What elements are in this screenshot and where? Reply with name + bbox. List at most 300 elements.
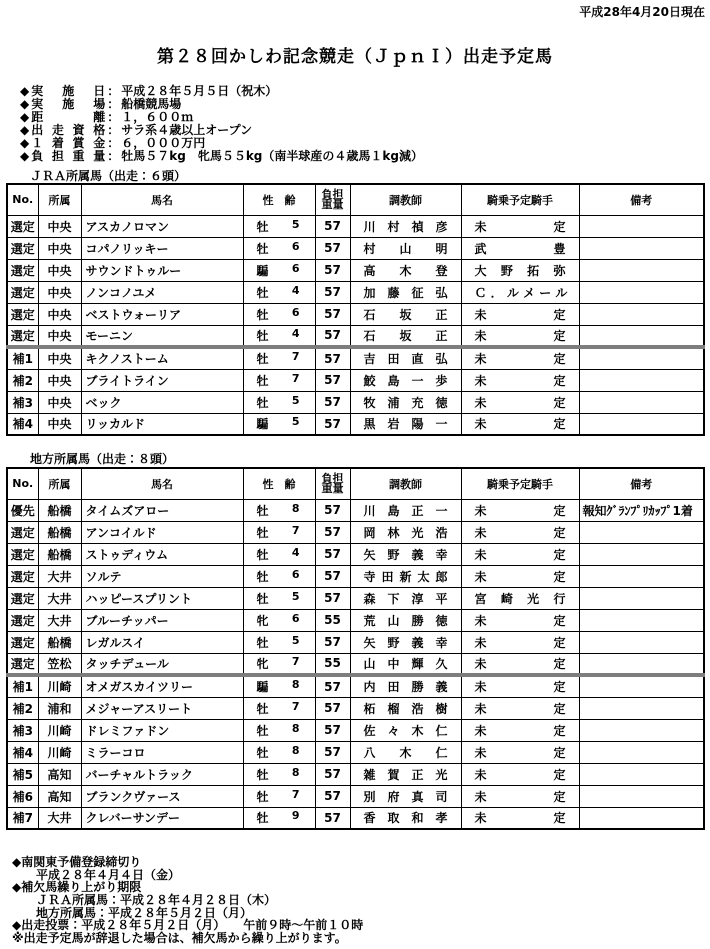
weight-cell: 57 (315, 587, 350, 609)
weight-cell: 57 (315, 499, 350, 521)
jockey-cell (461, 587, 579, 609)
weight-cell: 57 (315, 543, 350, 565)
sex-age-cell (243, 653, 315, 675)
sex-age-wrap (244, 612, 315, 629)
race-info-colon: ： (107, 84, 120, 98)
sex-age-wrap (244, 306, 315, 323)
no-cell: 補3 (7, 719, 38, 741)
weight-cell: 57 (315, 719, 350, 741)
trainer-name: 鮫 島 一 歩 (363, 373, 448, 388)
header-affiliation: 所属 (38, 184, 81, 215)
affiliation-cell: 船橋 (38, 631, 81, 653)
remarks-cell (579, 237, 704, 259)
no-cell: 補4 (7, 741, 38, 763)
sex-age-cell (243, 499, 315, 521)
trainer-cell (350, 675, 461, 697)
weight-cell: 57 (315, 215, 350, 237)
sex-age-wrap (244, 218, 315, 235)
trainer-cell (350, 347, 461, 369)
remarks-cell (579, 543, 704, 565)
sex-value: 牡 (256, 525, 269, 540)
no-cell: 補1 (7, 347, 38, 369)
no-cell: 選定 (7, 325, 38, 347)
affiliation-cell: 大井 (38, 587, 81, 609)
sex-age-cell (243, 237, 315, 259)
jockey-name: 大 野 拓 弥 (474, 263, 566, 278)
horse-name-cell: オメガスカイツリー (81, 675, 243, 697)
no-cell: 選定 (7, 609, 38, 631)
jockey-cell (461, 369, 579, 391)
sex-age-cell (243, 369, 315, 391)
jockey-cell (461, 303, 579, 325)
weight-cell: 57 (315, 391, 350, 413)
trainer-cell (350, 303, 461, 325)
trainer-name: 黒 岩 陽 一 (363, 417, 448, 432)
jockey-cell (461, 631, 579, 653)
jockey-cell (461, 807, 579, 829)
age-value: 6 (291, 305, 300, 319)
sex-value: 牡 (256, 591, 269, 606)
race-info-value: 牡馬５７kg 牝馬５５kg（南半球産の４歳馬１kg減） (121, 149, 423, 163)
remarks-cell (579, 391, 704, 413)
trainer-name: 森 下 淳 平 (363, 591, 448, 606)
local-table-caption: 地方所属馬（出走：８頭） (30, 452, 175, 466)
horse-name-cell: レガルスイ (81, 631, 243, 653)
affiliation-cell: 大井 (38, 565, 81, 587)
footer-note-line: ＪＲＡ所属馬：平成２８年４月２８日（木） (12, 893, 277, 908)
sex-value: 牡 (256, 701, 269, 716)
jockey-name: 未 定 (474, 569, 566, 584)
age-value: 7 (291, 371, 300, 385)
sex-age-cell (243, 521, 315, 543)
sex-age-cell (243, 587, 315, 609)
trainer-cell (350, 499, 461, 521)
sex-age-cell (243, 675, 315, 697)
affiliation-cell: 中央 (38, 369, 81, 391)
age-value: 7 (291, 350, 300, 364)
horse-name-cell: ノンコノユメ (81, 281, 243, 303)
entry-row (7, 763, 704, 785)
sex-age-wrap (244, 655, 315, 672)
race-info-line (20, 150, 423, 163)
race-info-value: サラ系４歳以上オープン (121, 123, 253, 137)
no-cell: 補2 (7, 369, 38, 391)
horse-name-cell: タイムズアロー (81, 499, 243, 521)
weight-cell: 57 (315, 631, 350, 653)
table-header-row (7, 468, 704, 499)
entry-row (7, 631, 704, 653)
remarks-cell (579, 325, 704, 347)
remarks-cell (579, 587, 704, 609)
weight-cell: 57 (315, 807, 350, 829)
sex-age-wrap (244, 590, 315, 607)
weight-cell: 55 (315, 653, 350, 675)
affiliation-cell: 浦和 (38, 697, 81, 719)
trainer-name: 寺 田 新 太 郎 (363, 569, 448, 584)
header-jockey: 騎乗予定騎手 (461, 184, 579, 215)
table-body (7, 215, 704, 435)
remarks-cell (579, 763, 704, 785)
affiliation-cell: 大井 (38, 609, 81, 631)
jockey-name: Ｃ ． ル メ ー ル (474, 285, 568, 300)
sex-value: 騙 (256, 263, 269, 278)
age-value: 8 (291, 501, 300, 515)
header-weight-line1: 負担 (321, 471, 344, 485)
jockey-name: 未 定 (474, 547, 566, 562)
jockey-cell (461, 215, 579, 237)
entry-row (7, 281, 704, 303)
sex-value: 牡 (256, 745, 269, 760)
header-remarks: 備考 (579, 184, 704, 215)
header-weight-line2: 重量 (321, 481, 344, 495)
trainer-cell (350, 259, 461, 281)
affiliation-cell: 船橋 (38, 499, 81, 521)
horse-name-cell: ブランクヴァース (81, 785, 243, 807)
trainer-name: 内 田 勝 義 (363, 680, 448, 695)
footer-note-line: 平成２８年４月４日（金） (12, 867, 181, 882)
sex-age-wrap (244, 240, 315, 257)
remarks-cell (579, 259, 704, 281)
sex-value: 牡 (256, 219, 269, 234)
weight-cell: 57 (315, 763, 350, 785)
sex-value: 牡 (256, 789, 269, 804)
weight-cell: 57 (315, 675, 350, 697)
sex-age-wrap (244, 372, 315, 389)
race-info-colon: ： (107, 97, 120, 111)
horse-name-cell: ミラーコロ (81, 741, 243, 763)
sex-value: 牡 (256, 285, 269, 300)
jockey-name: 未 定 (474, 395, 566, 410)
horse-name-cell: ブルーチッパー (81, 609, 243, 631)
affiliation-cell: 中央 (38, 347, 81, 369)
entry-row (7, 543, 704, 565)
jockey-cell (461, 763, 579, 785)
remarks-cell: 報知ｸﾞﾗﾝﾌﾟﾘｶｯﾌﾟ1着 (579, 499, 704, 521)
sex-age-cell (243, 609, 315, 631)
trainer-name: 八 木 仁 (363, 745, 448, 760)
jockey-name: 未 定 (474, 373, 566, 388)
horse-name-cell: モーニン (81, 325, 243, 347)
trainer-name: 別 府 真 司 (363, 789, 448, 804)
trainer-cell (350, 609, 461, 631)
age-value: 6 (291, 611, 300, 625)
trainer-cell (350, 697, 461, 719)
affiliation-cell: 大井 (38, 807, 81, 829)
jockey-cell (461, 719, 579, 741)
entry-row (7, 719, 704, 741)
horse-name-cell: メジャーアスリート (81, 697, 243, 719)
horse-name-cell: コパノリッキー (81, 237, 243, 259)
age-value: 5 (291, 589, 300, 603)
sex-value: 牡 (256, 395, 269, 410)
trainer-cell (350, 369, 461, 391)
age-value: 5 (291, 633, 300, 647)
weight-cell: 57 (315, 259, 350, 281)
age-value: 5 (291, 393, 300, 407)
sex-age-cell (243, 785, 315, 807)
race-info-colon: ： (107, 123, 120, 137)
affiliation-cell: 中央 (38, 237, 81, 259)
sex-age-wrap (244, 722, 315, 739)
entry-row (7, 499, 704, 521)
horse-name-cell: ベストウォーリア (81, 303, 243, 325)
jockey-cell (461, 675, 579, 697)
no-cell: 優先 (7, 499, 38, 521)
weight-cell: 57 (315, 347, 350, 369)
remarks-cell (579, 413, 704, 435)
no-cell: 補2 (7, 697, 38, 719)
age-value: 7 (291, 699, 300, 713)
header-trainer: 調教師 (350, 184, 461, 215)
weight-cell: 57 (315, 741, 350, 763)
weight-cell: 57 (315, 369, 350, 391)
trainer-name: 石 坂 正 (363, 307, 448, 322)
jockey-cell (461, 499, 579, 521)
weight-cell: 57 (315, 785, 350, 807)
age-value: 6 (291, 261, 300, 275)
sex-age-cell (243, 215, 315, 237)
weight-cell: 57 (315, 565, 350, 587)
header-weight (315, 468, 350, 499)
jockey-name: 未 定 (474, 789, 566, 804)
age-value: 4 (291, 326, 300, 340)
jra-horses-table (6, 183, 705, 436)
horse-name-cell: タッチデュール (81, 653, 243, 675)
trainer-name: 村 山 明 (363, 241, 448, 256)
remarks-cell (579, 521, 704, 543)
jockey-name: 未 定 (474, 613, 566, 628)
jockey-name: 未 定 (474, 701, 566, 716)
sex-age-cell (243, 807, 315, 829)
page-title: 第２８回かしわ記念競走（ＪｐｎＩ）出走予定馬 (157, 47, 553, 67)
weight-cell: 57 (315, 281, 350, 303)
trainer-cell (350, 215, 461, 237)
sex-value: 牡 (256, 352, 269, 367)
race-info-label: 実施日 (31, 84, 106, 98)
age-value: 8 (291, 721, 300, 735)
entry-row (7, 237, 704, 259)
table-body (7, 499, 704, 829)
trainer-cell (350, 807, 461, 829)
trainer-name: 川 島 正 一 (363, 503, 448, 518)
bullet-diamond-icon: ◆ (20, 123, 30, 137)
header-weight-line1: 負担 (321, 187, 344, 201)
trainer-cell (350, 587, 461, 609)
sex-age-cell (243, 325, 315, 347)
jockey-cell (461, 653, 579, 675)
entry-row (7, 697, 704, 719)
affiliation-cell: 中央 (38, 413, 81, 435)
sex-value: 牡 (256, 569, 269, 584)
jockey-name: 未 定 (474, 656, 566, 671)
trainer-cell (350, 653, 461, 675)
jockey-name: 宮 崎 光 行 (474, 591, 566, 606)
affiliation-cell: 中央 (38, 303, 81, 325)
footer-note-line: ※出走予定馬が辞退した場合は、補欠馬から繰り上がります。 (12, 931, 347, 946)
race-info-label: １着賞金 (31, 136, 106, 150)
bullet-diamond-icon: ◆ (20, 84, 30, 98)
jockey-cell (461, 543, 579, 565)
jockey-cell (461, 741, 579, 763)
trainer-name: 岡 林 光 浩 (363, 525, 448, 540)
horse-name-cell: バーチャルトラック (81, 763, 243, 785)
affiliation-cell: 中央 (38, 259, 81, 281)
jockey-cell (461, 237, 579, 259)
trainer-cell (350, 281, 461, 303)
sex-age-cell (243, 259, 315, 281)
trainer-name: 牧 浦 充 徳 (363, 395, 448, 410)
no-cell: 選定 (7, 281, 38, 303)
local-horses-table (6, 467, 705, 830)
no-cell: 選定 (7, 587, 38, 609)
sex-value: 牡 (256, 241, 269, 256)
remarks-cell (579, 697, 704, 719)
no-cell: 選定 (7, 215, 38, 237)
no-cell: 選定 (7, 543, 38, 565)
remarks-cell (579, 565, 704, 587)
table-header (7, 468, 704, 499)
entry-row (7, 391, 704, 413)
no-cell: 補3 (7, 391, 38, 413)
sex-age-cell (243, 413, 315, 435)
remarks-cell (579, 347, 704, 369)
sex-age-wrap (244, 744, 315, 761)
horse-name-cell: ブライトライン (81, 369, 243, 391)
age-value: 5 (291, 415, 300, 429)
trainer-name: 矢 野 義 幸 (363, 547, 448, 562)
entry-row (7, 609, 704, 631)
entry-row (7, 521, 704, 543)
bullet-diamond-icon: ◆ (20, 97, 30, 111)
entry-row (7, 565, 704, 587)
jockey-name: 未 定 (474, 503, 566, 518)
sex-age-cell (243, 631, 315, 653)
sex-age-wrap (244, 788, 315, 805)
sex-age-cell (243, 543, 315, 565)
jockey-name: 未 定 (474, 767, 566, 782)
trainer-name: 高 木 登 (363, 263, 448, 278)
jockey-name: 未 定 (474, 219, 566, 234)
jockey-name: 未 定 (474, 525, 566, 540)
race-info-label: 負担重量 (31, 149, 106, 163)
trainer-cell (350, 763, 461, 785)
footer-note-line: 地方所属馬：平成２８年５月２日（月） (12, 905, 253, 920)
jockey-cell (461, 609, 579, 631)
sex-value: 騙 (256, 680, 269, 695)
sex-value: 牝 (256, 613, 269, 628)
no-cell: 補6 (7, 785, 38, 807)
affiliation-cell: 中央 (38, 281, 81, 303)
jockey-name: 武 豊 (474, 241, 566, 256)
no-cell: 選定 (7, 521, 38, 543)
header-horse-name: 馬名 (81, 468, 243, 499)
entry-row (7, 741, 704, 763)
entry-row (7, 259, 704, 281)
weight-cell: 57 (315, 413, 350, 435)
remarks-cell (579, 609, 704, 631)
jockey-cell (461, 281, 579, 303)
sex-value: 牡 (256, 373, 269, 388)
remarks-cell (579, 631, 704, 653)
age-value: 6 (291, 239, 300, 253)
sex-age-wrap (244, 568, 315, 585)
age-value: 8 (291, 678, 300, 692)
jockey-cell (461, 413, 579, 435)
sex-value: 牡 (256, 328, 269, 343)
jra-table-caption: ＪＲＡ所属馬（出走：６頭） (30, 169, 187, 183)
header-trainer: 調教師 (350, 468, 461, 499)
horse-name-cell: ハッピースプリント (81, 587, 243, 609)
header-sex-age: 性 齢 (243, 184, 315, 215)
race-info-label: 距離 (31, 110, 106, 124)
no-cell: 補4 (7, 413, 38, 435)
sex-age-cell (243, 565, 315, 587)
header-horse-name: 馬名 (81, 184, 243, 215)
entry-row (7, 785, 704, 807)
sex-value: 牡 (256, 767, 269, 782)
affiliation-cell: 川崎 (38, 741, 81, 763)
jockey-name: 未 定 (474, 635, 566, 650)
affiliation-cell: 川崎 (38, 675, 81, 697)
horse-name-cell: サウンドトゥルー (81, 259, 243, 281)
sex-age-wrap (244, 809, 315, 826)
jockey-cell (461, 347, 579, 369)
trainer-cell (350, 565, 461, 587)
trainer-name: 香 取 和 孝 (363, 811, 448, 826)
footer-note-line: ◆補欠馬繰り上がり期限 (12, 880, 142, 895)
sex-age-wrap (244, 262, 315, 279)
sex-value: 騙 (256, 417, 269, 432)
age-value: 5 (291, 217, 300, 231)
affiliation-cell: 高知 (38, 785, 81, 807)
affiliation-cell: 笠松 (38, 653, 81, 675)
trainer-name: 加 藤 征 弘 (363, 285, 448, 300)
age-value: 8 (291, 765, 300, 779)
jockey-name: 未 定 (474, 811, 566, 826)
remarks-cell (579, 675, 704, 697)
trainer-name: 雑 賀 正 光 (363, 767, 448, 782)
sex-age-cell (243, 741, 315, 763)
age-value: 6 (291, 567, 300, 581)
header-no: No. (7, 468, 38, 499)
trainer-cell (350, 785, 461, 807)
remarks-cell (579, 303, 704, 325)
affiliation-cell: 船橋 (38, 543, 81, 565)
sex-age-cell (243, 303, 315, 325)
trainer-name: 川 村 禎 彦 (363, 219, 448, 234)
sex-age-wrap (244, 524, 315, 541)
sex-value: 牡 (256, 307, 269, 322)
sex-age-wrap (244, 284, 315, 301)
header-no: No. (7, 184, 38, 215)
bullet-diamond-icon: ◆ (20, 136, 30, 150)
race-info-value: ６，０００万円 (121, 136, 206, 150)
jockey-cell (461, 565, 579, 587)
entry-row (7, 215, 704, 237)
trainer-name: 矢 野 義 幸 (363, 635, 448, 650)
jockey-cell (461, 325, 579, 347)
horse-name-cell: ソルテ (81, 565, 243, 587)
sex-age-cell (243, 347, 315, 369)
sex-age-wrap (244, 700, 315, 717)
sex-value: 牝 (256, 656, 269, 671)
sex-age-wrap (244, 350, 315, 367)
jockey-cell (461, 521, 579, 543)
horse-name-cell: ドレミファドン (81, 719, 243, 741)
remarks-cell (579, 215, 704, 237)
remarks-cell (579, 719, 704, 741)
weight-cell: 55 (315, 609, 350, 631)
